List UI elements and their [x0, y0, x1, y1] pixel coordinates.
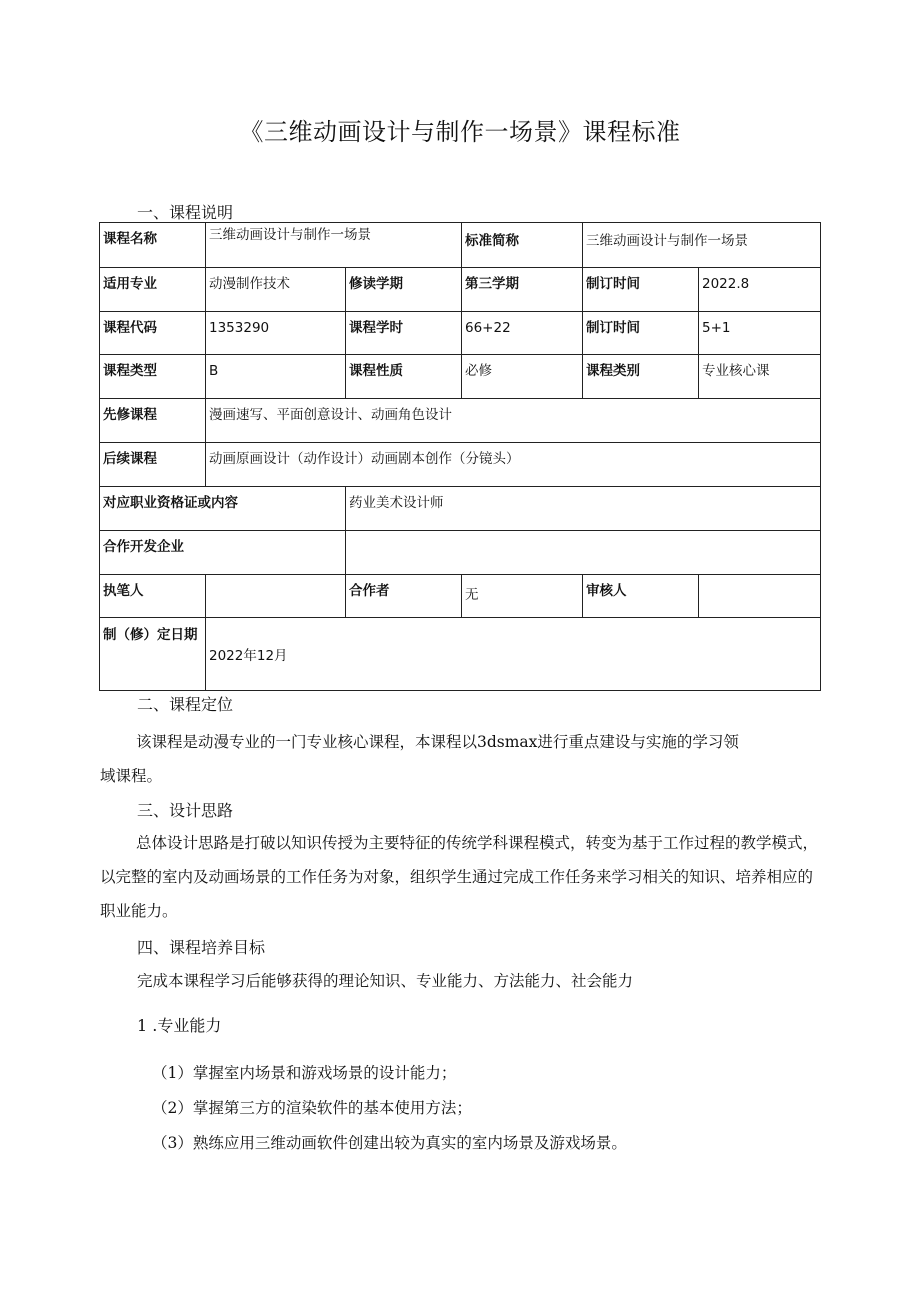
- list-item: （1）掌握室内场景和游戏场景的设计能力；: [152, 1064, 457, 1082]
- made-time-value: 2022.8: [699, 268, 821, 312]
- reviewer-value: [699, 575, 821, 618]
- table-row: [100, 618, 821, 691]
- date-label: 制（修）定日期: [100, 618, 206, 691]
- section-heading-2: 二、课程定位: [137, 695, 234, 714]
- short-name-value: 三维动画设计与制作一场景: [583, 223, 821, 268]
- partner-value: [346, 531, 821, 575]
- table-row: [100, 575, 821, 618]
- category-label: 课程类别: [583, 355, 699, 399]
- table-row: [100, 443, 821, 487]
- section-heading-4: 四、课程培养目标: [137, 938, 266, 957]
- hours-value: 66+22: [462, 312, 583, 355]
- semester-label: 修读学期: [346, 268, 462, 312]
- major-label: 适用专业: [100, 268, 206, 312]
- code-value: 1353290: [206, 312, 346, 355]
- hours-label: 课程学时: [346, 312, 462, 355]
- table-row: [100, 268, 821, 312]
- made-time2-label: 制订时间: [583, 312, 699, 355]
- coauthor-value: 无: [462, 575, 583, 618]
- section-heading-3: 三、设计思路: [137, 801, 234, 820]
- type-label: 课程类型: [100, 355, 206, 399]
- short-name-label: 标准简称: [462, 223, 583, 268]
- course-info-table: [99, 222, 821, 691]
- list-item: （3）熟练应用三维动画软件创建出较为真实的室内场景及游戏场景。: [152, 1134, 627, 1152]
- course-name-label: 课程名称: [100, 223, 206, 268]
- writer-label: 执笔人: [100, 575, 206, 618]
- partner-label: 合作开发企业: [100, 531, 346, 575]
- section-heading-1: 一、课程说明: [137, 203, 234, 222]
- made-time2-value: 5+1: [699, 312, 821, 355]
- table-row: [100, 487, 821, 531]
- category-value: 专业核心课: [699, 355, 821, 399]
- cert-label: 对应职业资格证或内容: [100, 487, 346, 531]
- reviewer-label: 审核人: [583, 575, 699, 618]
- prereq-value: 漫画速写、平面创意设计、动画角色设计: [206, 399, 821, 443]
- list-item: （2）掌握第三方的渲染软件的基本使用方法；: [152, 1099, 472, 1117]
- writer-value: [206, 575, 346, 618]
- table-row: [100, 223, 821, 268]
- prereq-label: 先修课程: [100, 399, 206, 443]
- pro-ability-heading: 1 .专业能力: [137, 1016, 222, 1035]
- cert-value: 药业美术设计师: [346, 487, 821, 531]
- coauthor-label: 合作者: [346, 575, 462, 618]
- goal-intro: 完成本课程学习后能够获得的理论知识、专业能力、方法能力、社会能力: [137, 972, 634, 990]
- nature-label: 课程性质: [346, 355, 462, 399]
- course-name-value: 三维动画设计与制作一场景: [206, 223, 462, 268]
- design-paragraph: 总体设计思路是打破以知识传授为主要特征的传统学科课程模式，转变为基于工作过程的教学模式，以完整的室内及动画场景的工作任务为对象，组织学生通过完成工作任务来学习相关的知识、培养相应的职业能力。: [100, 834, 819, 920]
- table-row: [100, 399, 821, 443]
- type-value: B: [206, 355, 346, 399]
- code-label: 课程代码: [100, 312, 206, 355]
- table-row: [100, 355, 821, 399]
- positioning-paragraph: 该课程是动漫专业的一门专业核心课程，本课程以3dsmax进行重点建设与实施的学习领域课程。: [100, 733, 739, 785]
- table-row: [100, 531, 821, 575]
- table-row: [100, 312, 821, 355]
- semester-value: 第三学期: [462, 268, 583, 312]
- date-value: 2022年12月: [206, 618, 821, 691]
- page-title: 《三维动画设计与制作一场景》课程标准: [239, 118, 681, 146]
- made-time-label: 制订时间: [583, 268, 699, 312]
- nature-value: 必修: [462, 355, 583, 399]
- major-value: 动漫制作技术: [206, 268, 346, 312]
- follow-label: 后续课程: [100, 443, 206, 487]
- follow-value: 动画原画设计（动作设计）动画剧本创作（分镜头）: [206, 443, 821, 487]
